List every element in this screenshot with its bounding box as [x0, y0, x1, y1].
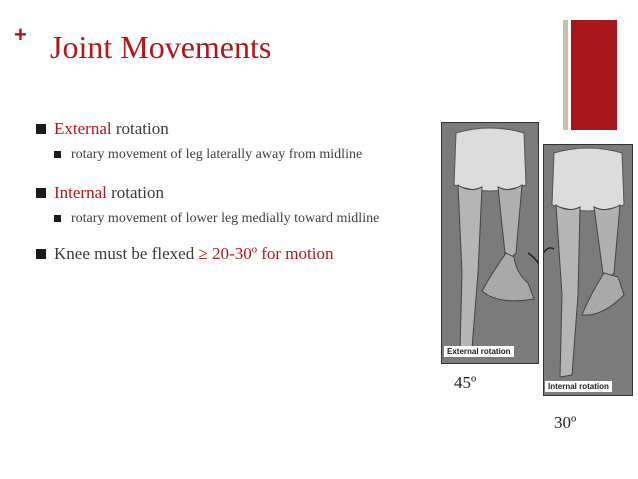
sub-bullet-square-icon	[54, 215, 61, 222]
internal-rotation-photo	[543, 144, 633, 396]
external-rotation-caption: External rotation	[444, 346, 514, 357]
internal-rotation-caption: Internal rotation	[545, 381, 612, 392]
decorative-bar-red	[571, 20, 617, 130]
bullet-rest: rotation	[106, 183, 164, 202]
external-rotation-degrees: 45º	[454, 373, 477, 392]
bullet-text	[54, 243, 333, 265]
bullet-square-icon	[36, 188, 46, 198]
external-rotation-photo	[441, 122, 539, 364]
sub-bullet-text: rotary movement of lower leg medially toward midline	[71, 211, 380, 226]
bullet-knee-flexed	[36, 243, 416, 265]
bullet-external-rotation	[36, 118, 416, 140]
plus-icon: +	[14, 22, 27, 47]
bullet-prefix: Knee must be flexed	[54, 244, 199, 263]
legs-illustration	[442, 123, 538, 363]
bullet-text	[54, 118, 169, 140]
bullet-group-external	[36, 118, 416, 164]
legs-illustration	[544, 145, 632, 395]
bullet-list	[36, 118, 416, 265]
sub-bullet-internal	[54, 209, 416, 228]
highlight-word: Internal	[54, 183, 107, 202]
internal-rotation-degrees: 30º	[554, 413, 577, 432]
highlight-word: External	[54, 119, 112, 138]
bullet-text	[54, 182, 164, 204]
highlight-phrase: ≥ 20-30º for motion	[198, 244, 334, 263]
bullet-group-internal	[36, 182, 416, 228]
sub-bullet-text: rotary movement of leg laterally away from midline	[71, 147, 363, 162]
bullet-rest: rotation	[111, 119, 169, 138]
sub-bullet-external	[54, 145, 416, 164]
sub-bullet-square-icon	[54, 151, 61, 158]
decorative-bar-tan	[563, 20, 568, 130]
slide-title: Joint Movements	[50, 29, 272, 65]
bullet-square-icon	[36, 124, 46, 134]
bullet-square-icon	[36, 249, 46, 259]
bullet-internal-rotation	[36, 182, 416, 204]
